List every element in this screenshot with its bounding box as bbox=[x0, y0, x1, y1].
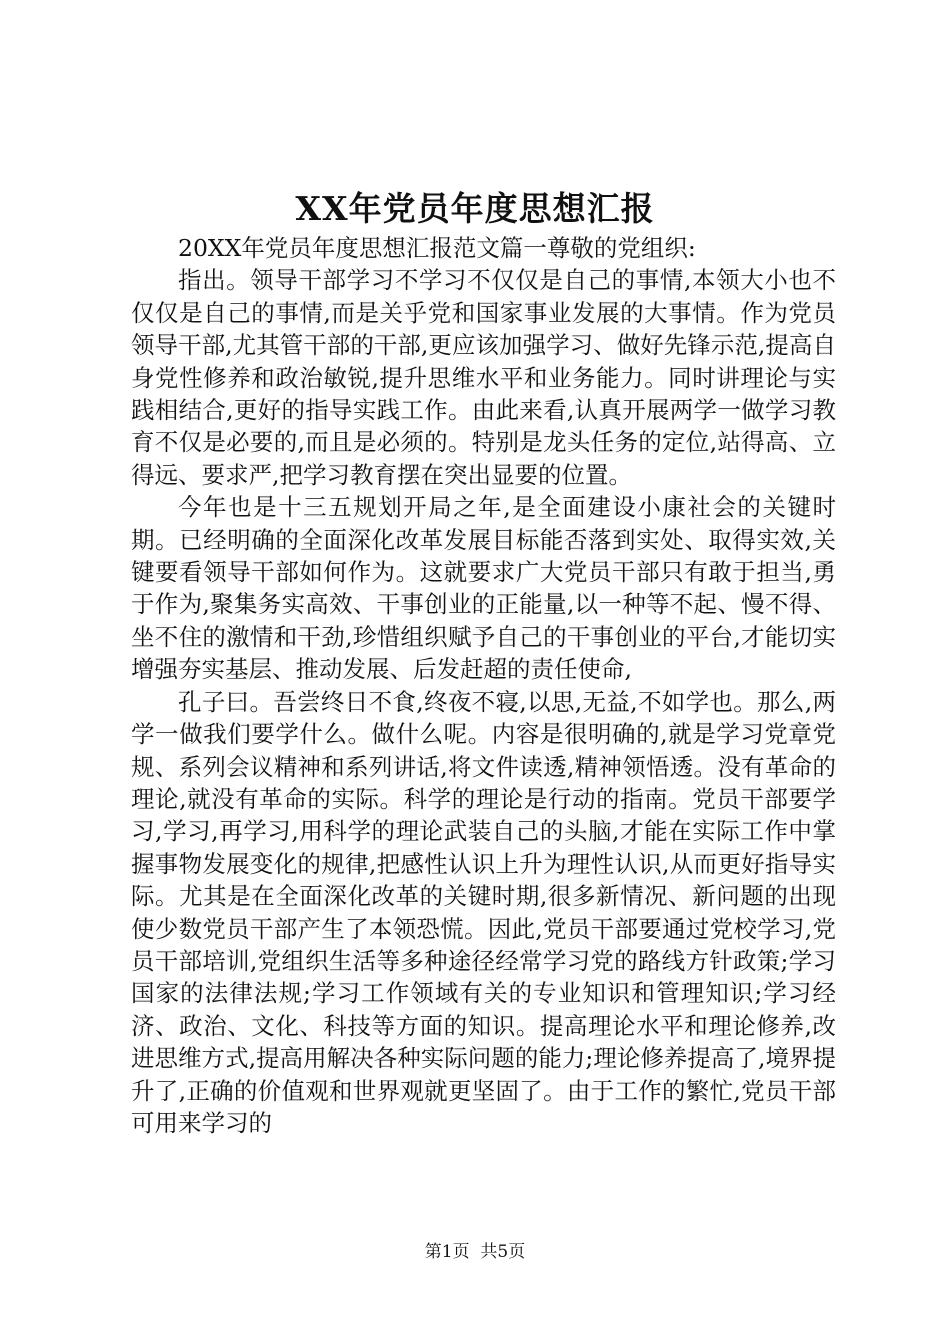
paragraph-intro: 20XX年党员年度思想汇报范文篇一尊敬的党组织: bbox=[178, 234, 696, 262]
paragraph-2: 今年也是十三五规划开局之年,是全面建设小康社会的关键时期。已经明确的全面深化改革发展目标能否落到实处、取得实效,关键要看领导干部如何作为。这就要求广大党员干部只有敢于担当,勇于作为,聚集务实高效、干事创业的正能量,以一种等不起、慢不得、坐不住的激情和干劲,珍惜组织赋予自己的干事创业的平台,才能切实增强夯实基层、推动发展、后发赶超的责任使命, bbox=[131, 493, 836, 684]
paragraph-3: 孔子曰。吾尝终日不食,终夜不寝,以思,无益,不如学也。那么,两学一做我们要学什么。做什么呢。内容是很明确的,就是学习党章党规、系列会议精神和系列讲话,将文件读透,精神领悟透。没有革命的理论,就没有革命的实际。科学的理论是行动的指南。党员干部要学习,学习,再学习,用科学的理论武装自己的头脑,才能在实际工作中掌握事物发展变化的规律,把感性认识上升为理性认识,从而更好指导实际。尤其是在全面深化改革的关键时期,很多新情况、新问题的出现使少数党员干部产生了本领恐慌。因此,党员干部要通过党校学习,党员干部培训,党组织生活等多种途径经常学习党的路线方针政策;学习国家的法律法规;学习工作领域有关的专业知识和管理知识;学习经济、政治、文化、科技等方面的知识。提高理论水平和理论修养,改进思维方式,提高用解决各种实际问题的能力;理论修养提高了,境界提升了,正确的价值观和世界观就更坚固了。由于工作的繁忙,党员干部可用来学习的 bbox=[131, 687, 836, 1137]
document-body bbox=[131, 232, 836, 1139]
page-footer bbox=[0, 1240, 950, 1264]
page-number: 第1页 bbox=[424, 1242, 470, 1262]
paragraph-1: 指出。领导干部学习不学习不仅仅是自己的事情,本领大小也不仅仅是自己的事情,而是关乎党和国家事业发展的大事情。作为党员领导干部,尤其管干部的干部,更应该加强学习、做好先锋示范,提高自身党性修养和政治敏锐,提升思维水平和业务能力。同时讲理论与实践相结合,更好的指导实践工作。由此来看,认真开展两学一做学习教育不仅是必要的,而且是必须的。特别是龙头任务的定位,站得高、立得远、要求严,把学习教育摆在突出显要的位置。 bbox=[131, 266, 836, 489]
page-total: 共5页 bbox=[480, 1242, 526, 1262]
footer-spacer bbox=[470, 1242, 481, 1262]
document-title: XX年党员年度思想汇报 bbox=[295, 189, 655, 228]
